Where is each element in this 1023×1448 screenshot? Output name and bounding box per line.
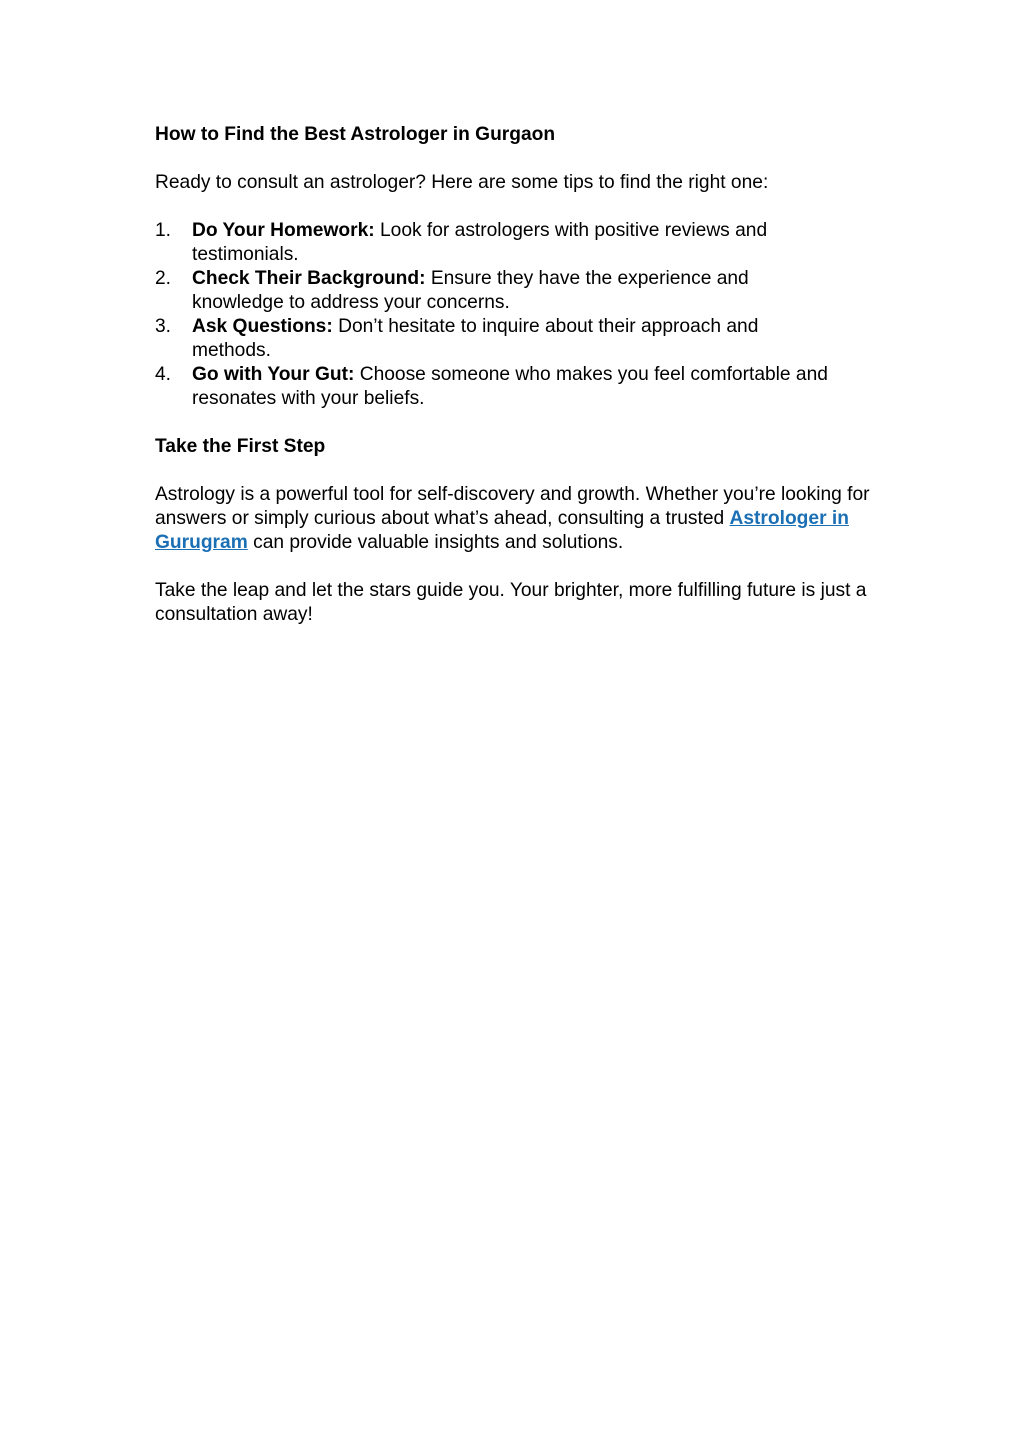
astrologer-gurugram-link[interactable]: Astrologer in Gurugram	[155, 508, 849, 553]
list-item	[155, 315, 875, 363]
section-heading-first-step: Take the First Step	[155, 436, 326, 457]
list-item-text: Don’t hesitate to inquire about their approach and methods.	[192, 316, 759, 361]
list-item	[155, 219, 875, 267]
list-number: 4.	[155, 364, 172, 385]
list-item-body	[192, 219, 875, 267]
list-number: 2.	[155, 268, 172, 289]
list-item	[155, 363, 875, 411]
closing-paragraph: Take the leap and let the stars guide you. Your brighter, more fulfilling future is just a consultation away!	[155, 580, 867, 625]
list-item-text: Look for astrologers with positive reviews and testimonials.	[192, 220, 768, 265]
document-page	[155, 123, 875, 627]
paragraph-text-after-link: can provide valuable insights and solutions.	[247, 532, 624, 553]
astrology-paragraph	[155, 483, 875, 555]
list-number: 3.	[155, 316, 172, 337]
list-item-body	[192, 363, 875, 411]
paragraph-text-before-link: Astrology is a powerful tool for self-discovery and growth. Whether you’re looking for answers or simply curious about what’s ahead, consulting a trusted	[155, 484, 870, 529]
list-item-text: Ensure they have the experience and knowledge to address your concerns.	[192, 268, 749, 313]
list-item	[155, 267, 875, 315]
list-number: 1.	[155, 220, 172, 241]
list-item-title: Ask Questions:	[192, 316, 333, 337]
intro-paragraph: Ready to consult an astrologer? Here are some tips to find the right one:	[155, 172, 769, 193]
tips-list	[155, 219, 875, 411]
list-item-title: Go with Your Gut:	[192, 364, 355, 385]
list-item-text: Choose someone who makes you feel comfortable and resonates with your beliefs.	[192, 364, 828, 409]
list-item-title: Do Your Homework:	[192, 220, 375, 241]
list-item-body	[192, 267, 875, 315]
list-item-title: Check Their Background:	[192, 268, 426, 289]
section-heading-find-astrologer: How to Find the Best Astrologer in Gurgaon	[155, 124, 556, 145]
list-item-body	[192, 315, 875, 363]
